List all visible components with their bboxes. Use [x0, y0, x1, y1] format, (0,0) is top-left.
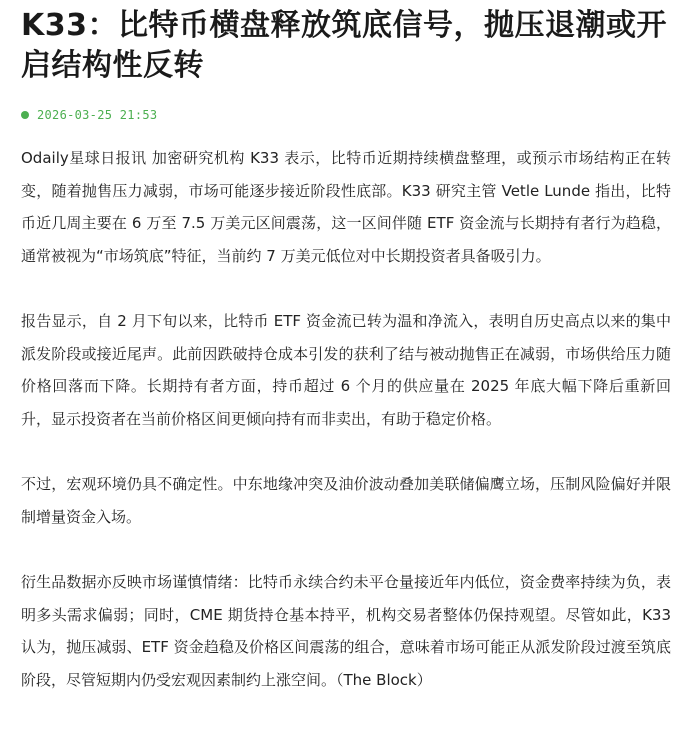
publish-date: 2026-03-25 21:53: [37, 108, 158, 122]
paragraph-4: 衍生品数据亦反映市场谨慎情绪：比特币永续合约未平仓量接近年内低位，资金费率持续为负，表明多头需求偏弱；同时，CME 期货持仓基本持平，机构交易者整体仍保持观望。尽管如此，K33 认为，抛压减弱、ETF 资金趋稳及价格区间震荡的组合，意味着市场可能正从派发阶段过渡至筑底阶段，尽管短期内仍受宏观因素制约上涨空间。（The Block）: [21, 573, 671, 689]
paragraph-2: 报告显示，自 2 月下旬以来，比特币 ETF 资金流已转为温和净流入，表明自历史高点以来的集中派发阶段或接近尾声。此前因跌破持仓成本引发的获利了结与被动抛售正在减弱，市场供给压力随价格回落而下降。长期持有者方面，持币超过 6 个月的供应量在 2025 年底大幅下降后重新回升，显示投资者在当前价格区间更倾向持有而非卖出，有助于稳定价格。: [21, 312, 671, 428]
article-meta: [21, 106, 671, 124]
article-body: [21, 142, 671, 696]
paragraph-1: Odaily星球日报讯 加密研究机构 K33 表示，比特币近期持续横盘整理，或预示市场结构正在转变，随着抛售压力减弱，市场可能逐步接近阶段性底部。K33 研究主管 Vetle Lunde 指出，比特币近几周主要在 6 万至 7.5 万美元区间震荡，这一区间伴随 ETF 资金流与长期持有者行为趋稳，通常被视为“市场筑底”特征，当前约 7 万美元低位对中长期投资者具备吸引力。: [21, 149, 671, 265]
green-dot-icon: [21, 111, 29, 119]
article-title: K33：比特币横盘释放筑底信号，抛压退潮或开启结构性反转: [21, 8, 667, 83]
paragraph-3: 不过，宏观环境仍具不确定性。中东地缘冲突及油价波动叠加美联储偏鹰立场，压制风险偏好并限制增量资金入场。: [21, 475, 671, 526]
